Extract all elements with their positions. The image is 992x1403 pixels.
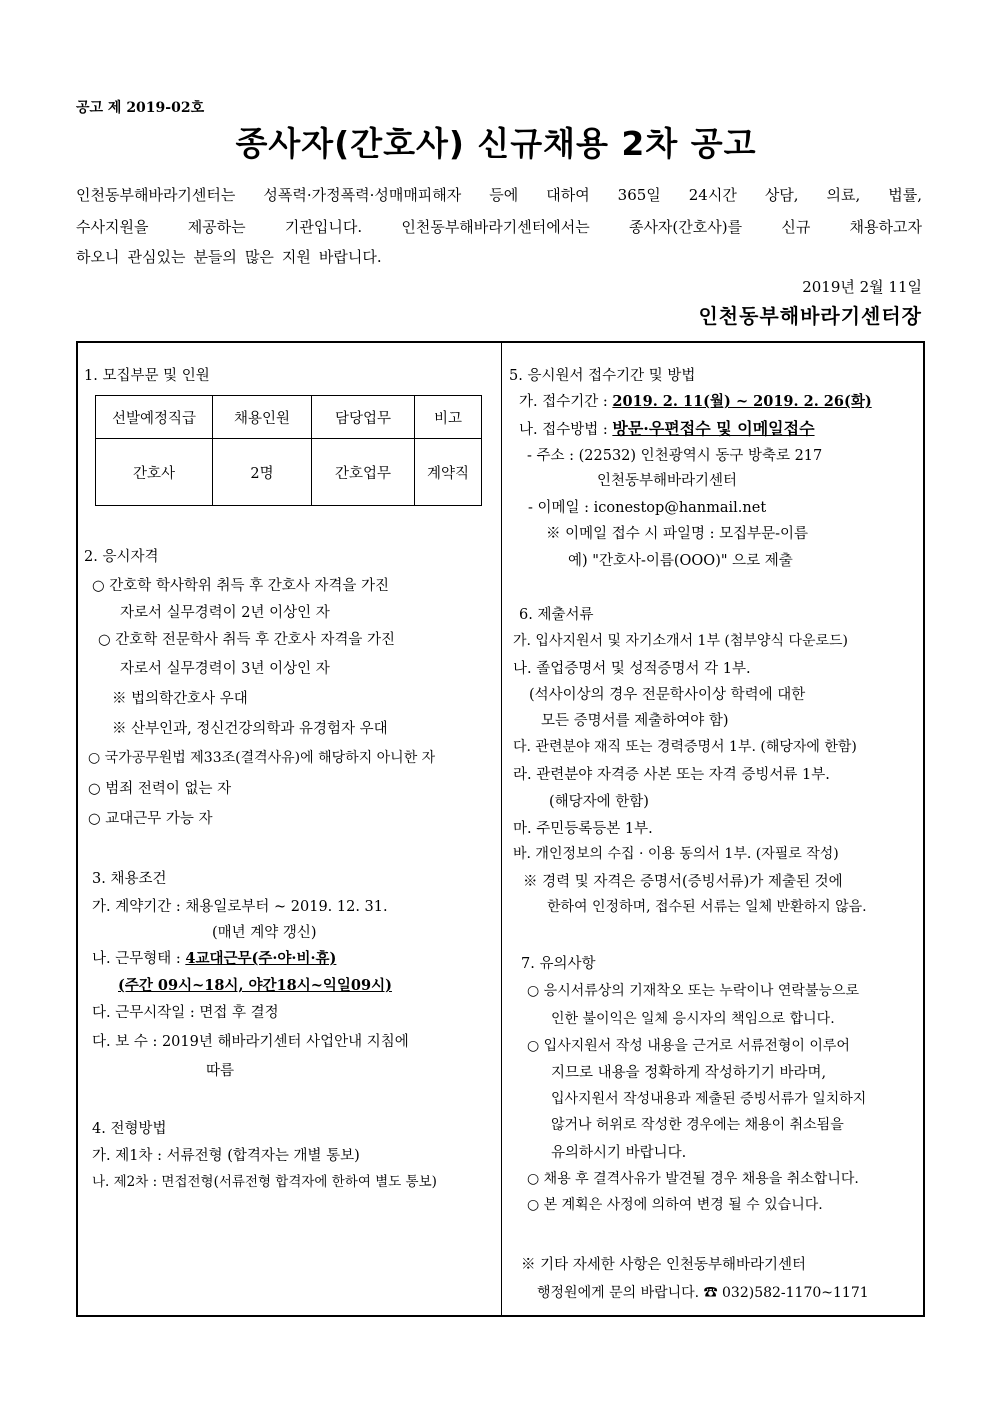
address: - 주소 : (22532) 인천광역시 동구 방축로 217 <box>527 448 823 464</box>
intro-word: 인천동부해바라기센터에서는 <box>401 218 590 236</box>
intro-word: 법률, <box>888 186 922 204</box>
table-header: 담당업무 <box>312 396 415 439</box>
table-cell: 2명 <box>213 439 312 506</box>
intro-paragraph <box>76 184 922 205</box>
notice-line: ○ 입사지원서 작성 내용을 근거로 서류전형이 이루어 <box>527 1038 850 1054</box>
intro-line <box>76 216 922 237</box>
contract-period-note: (매년 계약 갱신) <box>212 925 317 941</box>
application-method <box>519 416 815 439</box>
intro-word: 365일 <box>617 186 661 204</box>
contact-note: ※ 기타 자세한 사항은 인천동부해바라기센터 <box>521 1257 807 1273</box>
email-note: ※ 이메일 접수 시 파일명 : 모집부문-이름 <box>546 526 809 542</box>
document-line: (해당자에 한함) <box>549 794 649 810</box>
intro-word: 인천동부해바라기센터는 <box>76 186 236 204</box>
positions-table <box>95 395 482 506</box>
intro-word: 하오니 <box>76 248 120 266</box>
intro-word: 채용하고자 <box>849 218 922 236</box>
qualification-line: ○ 범죄 전력이 없는 자 <box>88 781 232 797</box>
salary-note: 따름 <box>206 1063 235 1079</box>
qualification-line: 자로서 실무경력이 3년 이상인 자 <box>120 661 330 677</box>
work-type-value: 4교대근무(주·야·비·휴) <box>185 950 337 967</box>
document-line: (석사이상의 경우 전문학사이상 학력에 대한 <box>529 687 806 703</box>
intro-word: 분들의 <box>193 248 237 266</box>
notice-line: ○ 본 계획은 사정에 의하여 변경 될 수 있습니다. <box>527 1197 823 1213</box>
document-line: 바. 개인정보의 수집 · 이용 동의서 1부. (자필로 작성) <box>513 846 839 862</box>
intro-word: 수사지원을 <box>76 218 149 236</box>
intro-word: 지원 <box>281 248 311 266</box>
application-period-label: 가. 접수기간 : <box>519 394 613 410</box>
intro-word: 기관입니다. <box>284 218 363 236</box>
qualification-line: 자로서 실무경력이 2년 이상인 자 <box>120 605 330 621</box>
contact-phone: 행정원에게 문의 바랍니다. ☎ 032)582-1170~1171 <box>537 1285 869 1301</box>
qualification-line: ○ 교대근무 가능 자 <box>88 811 213 827</box>
section-2-title: 2. 응시자격 <box>84 549 159 565</box>
intro-word: 등에 <box>489 186 519 204</box>
qualification-line: ○ 국가공무원법 제33조(결격사유)에 해당하지 아니한 자 <box>88 750 436 766</box>
contract-period: 가. 계약기간 : 채용일로부터 ~ 2019. 12. 31. <box>92 899 388 915</box>
selection-step: 나. 제2차 : 면접전형(서류전형 합격자에 한하여 별도 통보) <box>92 1174 437 1190</box>
application-period-value: 2019. 2. 11(월) ~ 2019. 2. 26(화) <box>612 393 872 410</box>
section-4-title: 4. 전형방법 <box>92 1121 167 1137</box>
document-line: 나. 졸업증명서 및 성적증명서 각 1부. <box>513 661 751 677</box>
intro-word: 24시간 <box>688 186 737 204</box>
notice-line: 유의하시기 바랍니다. <box>551 1145 687 1161</box>
document-line: 다. 관련분야 재직 또는 경력증명서 1부. (해당자에 한함) <box>513 739 857 755</box>
work-type-label: 나. 근무형태 : <box>92 951 186 967</box>
application-period <box>519 390 872 411</box>
work-hours: (주간 09시~18시, 야간18시~익일09시) <box>118 977 392 994</box>
document-line: 가. 입사지원서 및 자기소개서 1부 (첨부양식 다운로드) <box>513 633 848 649</box>
section-5-title: 5. 응시원서 접수기간 및 방법 <box>509 368 696 384</box>
table-header: 선발예정직급 <box>96 396 213 439</box>
section-3-title: 3. 채용조건 <box>92 871 167 887</box>
start-date: 다. 근무시작일 : 면접 후 결정 <box>92 1005 279 1021</box>
table-cell: 간호업무 <box>312 439 415 506</box>
document-line: 한하여 인정하며, 접수된 서류는 일체 반환하지 않음. <box>547 899 867 915</box>
notice-date: 2019년 2월 11일 <box>802 278 922 296</box>
salary: 다. 보 수 : 2019년 해바라기센터 사업안내 지침에 <box>92 1034 409 1050</box>
qualification-line: ※ 법의학간호사 우대 <box>112 691 248 707</box>
table-header: 비고 <box>415 396 482 439</box>
intro-word: 종사자(간호사)를 <box>628 218 743 236</box>
intro-word: 관심있는 <box>127 248 186 266</box>
intro-word: 신규 <box>781 218 811 236</box>
intro-line <box>76 184 922 205</box>
qualification-line: ※ 산부인과, 정신건강의학과 유경험자 우대 <box>112 721 388 737</box>
section-6-title: 6. 제출서류 <box>519 607 594 623</box>
qualification-line: ○ 간호학 전문학사 취득 후 간호사 자격을 가진 <box>98 632 396 648</box>
signature: 인천동부해바라기센터장 <box>698 304 922 328</box>
document-line: ※ 경력 및 자격은 증명서(증빙서류)가 제출된 것에 <box>523 874 843 890</box>
document-line: 마. 주민등록등본 1부. <box>513 821 653 837</box>
intro-paragraph <box>76 246 922 267</box>
application-method-value: 방문·우편접수 및 이메일접수 <box>612 419 815 438</box>
notice-line: ○ 채용 후 결격사유가 발견될 경우 채용을 취소합니다. <box>527 1171 859 1187</box>
document-line: 모든 증명서를 제출하여야 함) <box>541 713 729 729</box>
email-note-example: 예) "간호사-이름(OOO)" 으로 제출 <box>568 553 793 569</box>
email: - 이메일 : iconestop@hanmail.net <box>528 500 767 516</box>
work-type <box>92 947 336 968</box>
intro-word: 바랍니다. <box>318 248 382 266</box>
address-name: 인천동부해바라기센터 <box>597 473 738 489</box>
notice-line: 지므로 내용을 정확하게 작성하기기 바라며, <box>551 1065 827 1081</box>
intro-word: 상담, <box>764 186 799 204</box>
notice-line: 입사지원서 작성내용과 제출된 증빙서류가 일치하지 <box>551 1091 867 1107</box>
intro-word: 제공하는 <box>187 218 246 236</box>
table-cell: 간호사 <box>96 439 213 506</box>
intro-word: 많은 <box>244 248 274 266</box>
notice-line: ○ 응시서류상의 기재착오 또는 누락이나 연락불능으로 <box>527 983 859 999</box>
intro-word: 의료, <box>826 186 861 204</box>
table-cell: 계약직 <box>415 439 482 506</box>
section-1-title: 1. 모집부문 및 인원 <box>84 368 210 384</box>
page-title: 종사자(간호사) 신규채용 2차 공고 <box>235 124 757 163</box>
selection-step: 가. 제1차 : 서류전형 (합격자는 개별 통보) <box>92 1148 360 1164</box>
column-divider <box>501 341 502 1317</box>
intro-word: 대하여 <box>546 186 590 204</box>
notice-line: 않거나 허위로 작성한 경우에는 채용이 취소됨을 <box>551 1117 844 1133</box>
table-header: 채용인원 <box>213 396 312 439</box>
section-7-title: 7. 유의사항 <box>521 956 596 972</box>
notice-number: 공고 제 2019-02호 <box>76 100 205 116</box>
intro-word: 성폭력·가정폭력·성매매피해자 <box>263 186 462 204</box>
intro-line <box>76 246 922 267</box>
document-line: 라. 관련분야 자격증 사본 또는 자격 증빙서류 1부. <box>513 767 830 783</box>
application-method-label: 나. 접수방법 : <box>519 422 613 438</box>
qualification-line: ○ 간호학 학사학위 취득 후 간호사 자격을 가진 <box>92 578 390 594</box>
notice-line: 인한 불이익은 일체 응시자의 책임으로 합니다. <box>551 1011 835 1027</box>
intro-paragraph <box>76 216 922 237</box>
